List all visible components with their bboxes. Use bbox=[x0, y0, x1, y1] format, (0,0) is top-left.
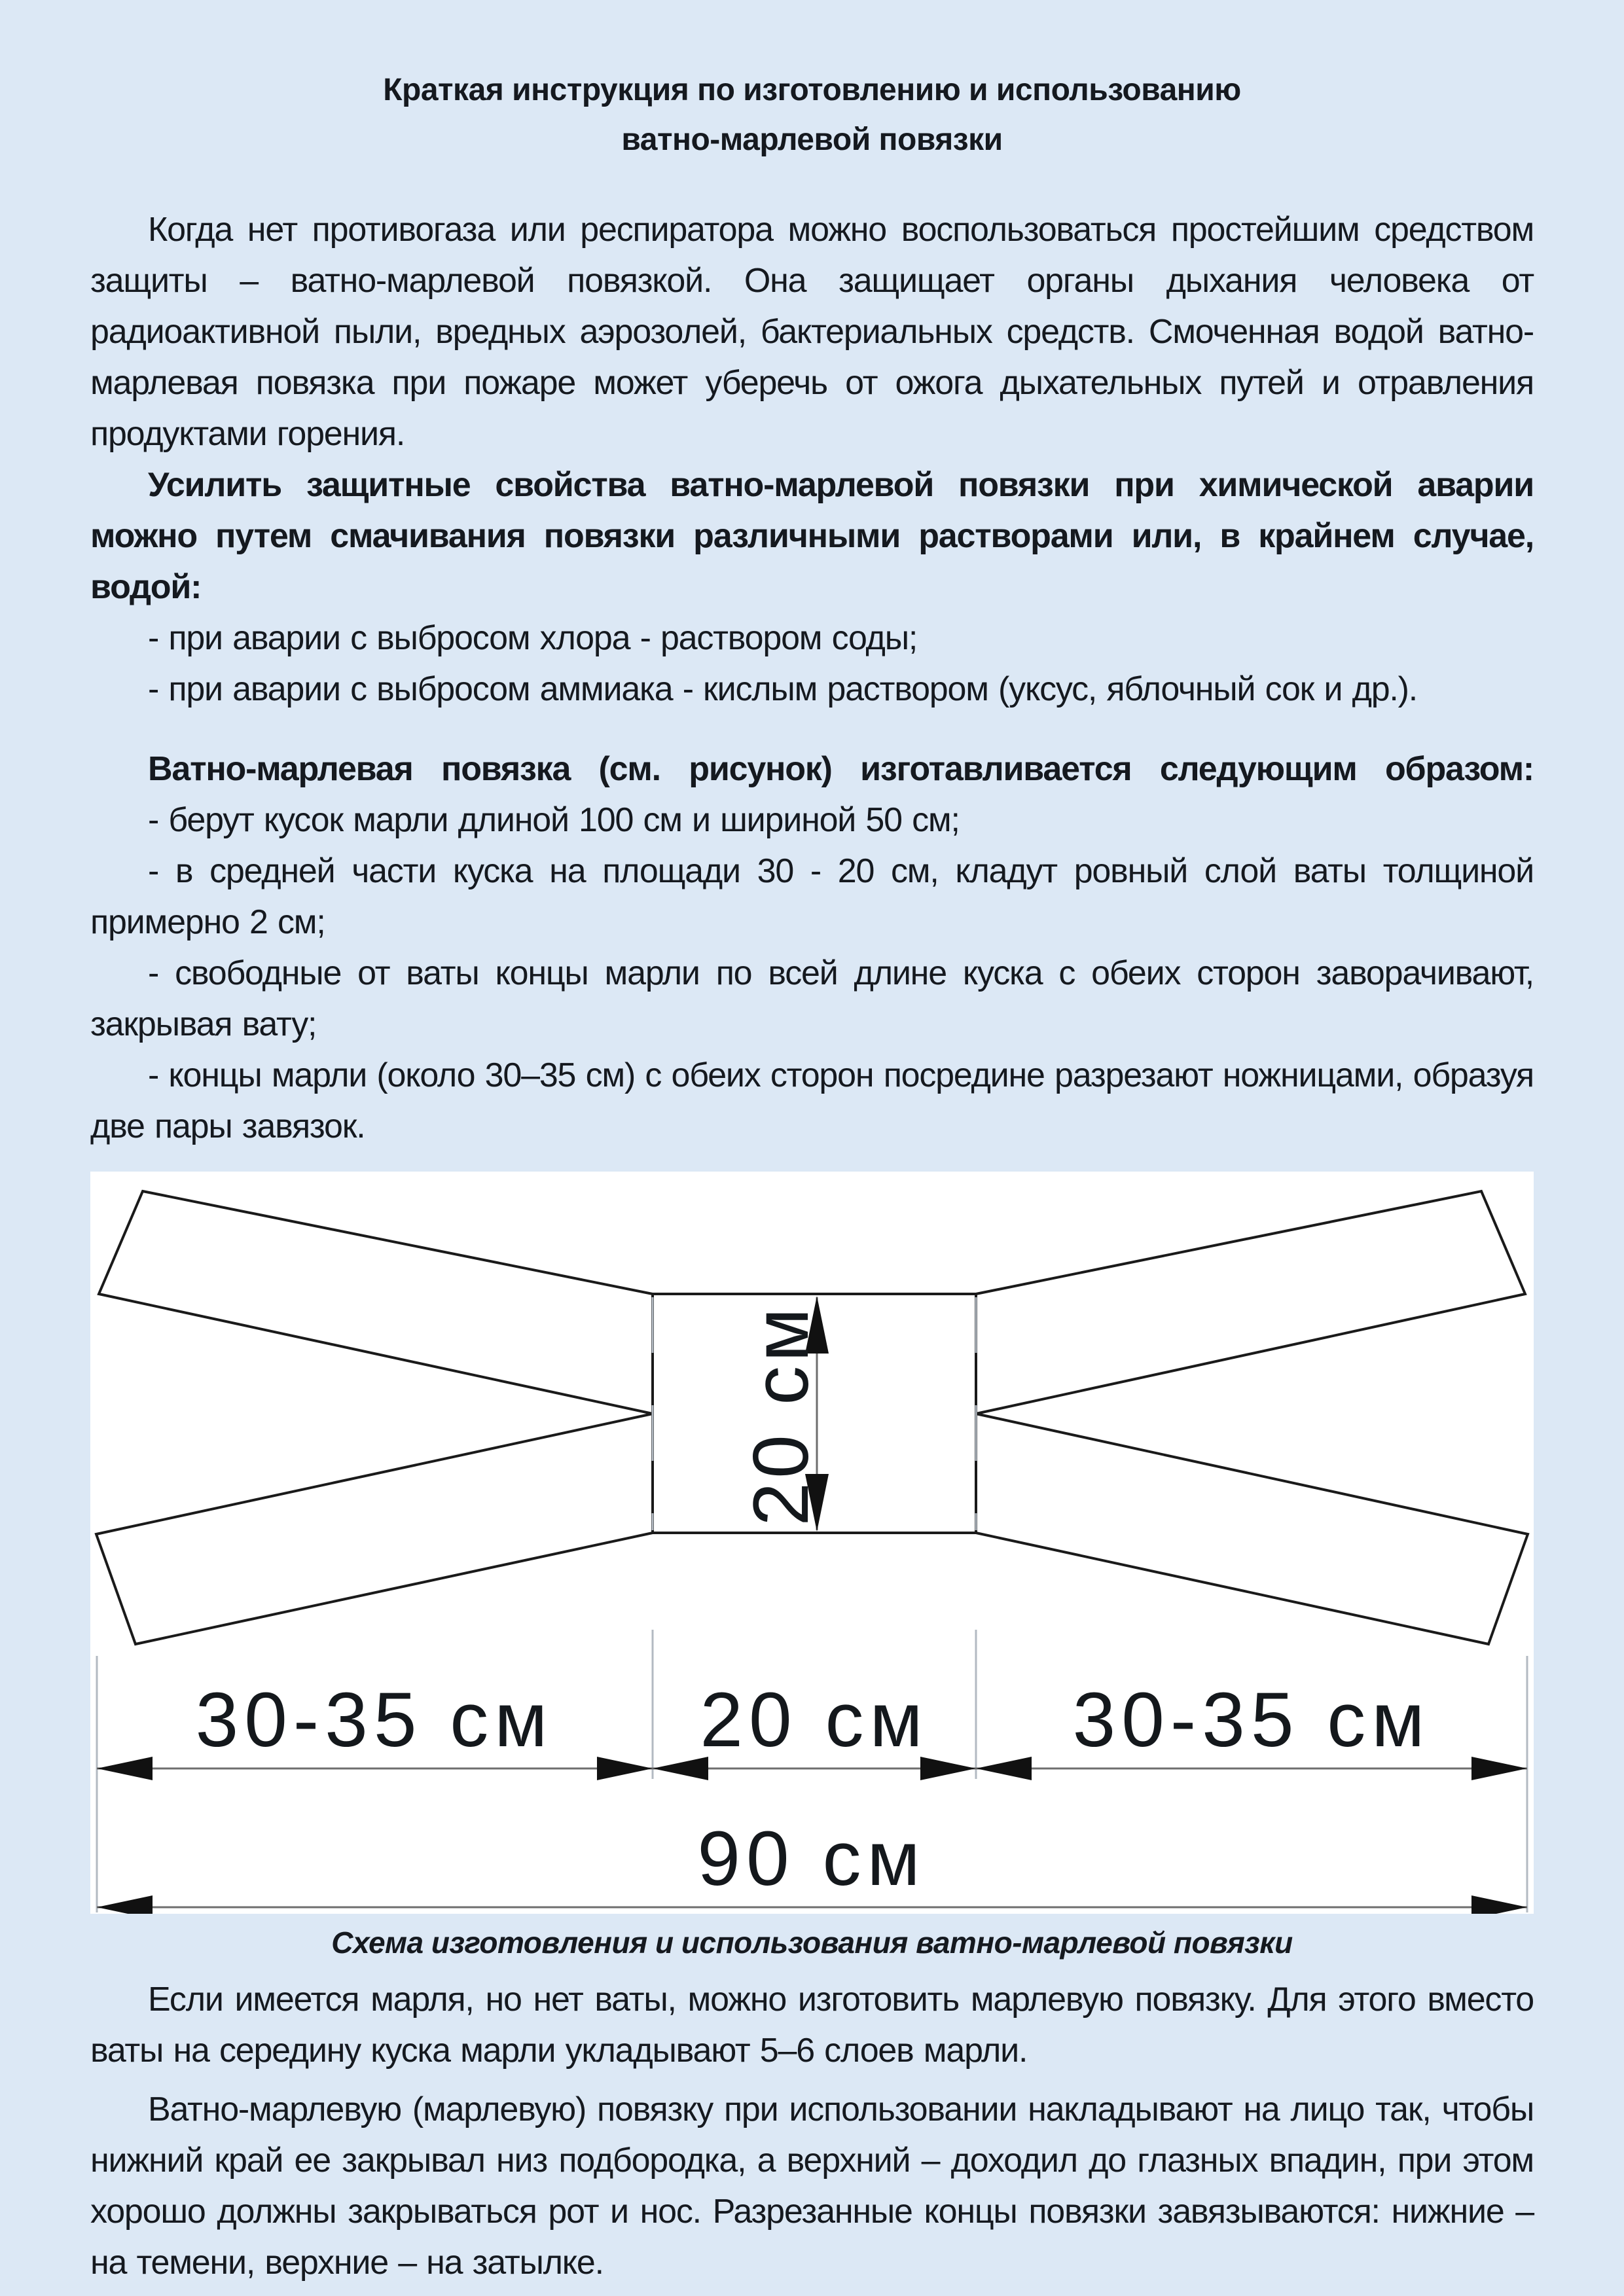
diagram-caption: Схема изготовления и использования ватно-марлевой повязки bbox=[331, 1926, 1293, 1960]
list-item-cut-ties: - концы марли (около 30–35 см) с обеих сторон посредине разрезают ножницами, образуя две пары завязок. bbox=[90, 1056, 1534, 1145]
arrowhead-left-icon bbox=[976, 1757, 1032, 1780]
page-title bbox=[90, 65, 1534, 165]
paragraph-strengthen: Усилить защитные свойства ватно-марлевой повязки при химической аварии можно путем смачивания повязки различными растворами или, в крайнем случае, водой: bbox=[90, 466, 1534, 606]
arrowhead-right-icon bbox=[1471, 1895, 1527, 1914]
arrowhead-right-icon bbox=[920, 1757, 976, 1780]
dim-label-right-30-35: 30-35 см bbox=[1072, 1677, 1431, 1763]
dim-label-center-20: 20 см bbox=[700, 1677, 929, 1763]
tie-strip-lower-right bbox=[976, 1414, 1528, 1644]
arrowhead-left-icon bbox=[97, 1895, 153, 1914]
tie-strip-upper-right bbox=[976, 1191, 1525, 1414]
list-item-chlorine: - при аварии с выбросом хлора - раствором соды; bbox=[148, 619, 918, 657]
tie-strip-lower-left bbox=[96, 1414, 653, 1644]
list-item-gauze-size: - берут кусок марли длиной 100 см и шириной 50 см; bbox=[148, 801, 960, 839]
tie-strip-upper-left bbox=[99, 1191, 653, 1414]
bandage-diagram bbox=[90, 1172, 1534, 1914]
dim-label-total-90: 90 см bbox=[697, 1816, 926, 1902]
list-item-wrap-ends: - свободные от ваты концы марли по всей длине куска с обеих сторон заворачивают, закрывая вату; bbox=[90, 954, 1534, 1043]
page-title-line1: Краткая инструкция по изготовлению и использованию bbox=[383, 73, 1241, 107]
paragraph-intro: Когда нет противогаза или респиратора можно воспользоваться простейшим средством защиты – ватно-марлевой повязкой. Она защищает органы дыхания человека от радиоактивной пыли, вредных аэрозолей, бактериальных средств. Смоченная водой ватно-марлевая повязка при пожаре может уберечь от ожога дыхательных путей и отравления продуктами горения. bbox=[90, 211, 1534, 453]
page-title-line2: ватно-марлевой повязки bbox=[621, 122, 1003, 157]
arrowhead-left-icon bbox=[97, 1757, 153, 1780]
dim-label-left-30-35: 30-35 см bbox=[195, 1677, 554, 1763]
arrowhead-right-icon bbox=[597, 1757, 653, 1780]
paragraph-gauze-only: Если имеется марля, но нет ваты, можно изготовить марлевую повязку. Для этого вместо ваты на середину куска марли укладывают 5–6 слоев марли. bbox=[90, 1981, 1534, 2070]
dim-label-20cm-vertical: 20 см bbox=[737, 1304, 825, 1526]
paragraph-usage: Ватно-марлевую (марлевую) повязку при использовании накладывают на лицо так, чтобы нижний край ее закрывал низ подбородка, а верхний – доходил до глазных впадин, при этом хорошо должны закрываться рот и нос. Разрезанные концы повязки завязываются: нижние – на темени, верхние – на затылке. bbox=[90, 2090, 1534, 2282]
list-item-cotton-layer: - в средней части куска на площади 30 - 20 см, кладут ровный слой ваты толщиной примерно 2 см; bbox=[90, 852, 1534, 941]
bandage-diagram-panel bbox=[90, 1172, 1534, 1914]
paragraph-make-heading: Ватно-марлевая повязка (см. рисунок) изготавливается следующим образом: bbox=[148, 750, 1534, 788]
arrowhead-right-icon bbox=[1471, 1757, 1527, 1780]
list-item-ammonia: - при аварии с выбросом аммиака - кислым раствором (уксус, яблочный сок и др.). bbox=[148, 670, 1418, 708]
